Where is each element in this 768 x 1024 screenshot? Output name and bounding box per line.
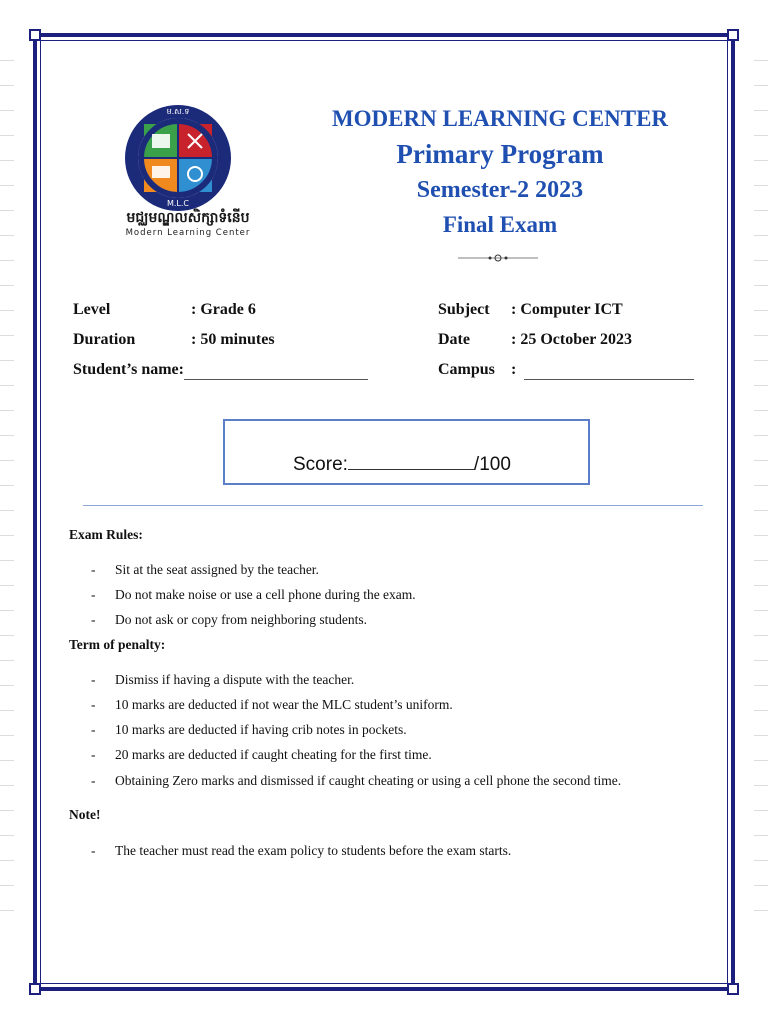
subject-value: : Computer ICT: [511, 301, 623, 318]
student-name-row: [73, 360, 368, 380]
score-box: [223, 419, 590, 485]
school-logo: [118, 104, 258, 244]
program-title: Primary Program: [396, 139, 604, 169]
mlc-emblem-icon: [124, 104, 232, 212]
svg-text:ម.ស.ទ: ម.ស.ទ: [166, 107, 190, 116]
campus-label: Campus: [438, 361, 495, 378]
student-name-field[interactable]: [184, 361, 368, 380]
level-label: Level: [73, 301, 111, 318]
logo-english-name: Modern Learning Center: [125, 228, 251, 238]
right-margin-rules: [754, 60, 768, 960]
left-margin-rules: [0, 60, 14, 960]
duration-value: : 50 minutes: [191, 331, 275, 348]
score-label: Score:: [293, 454, 348, 475]
svg-text:M.L.C: M.L.C: [166, 199, 190, 208]
student-name-label: Student’s name:: [73, 361, 184, 378]
duration-row: [73, 330, 275, 350]
score-max: /100: [473, 454, 511, 475]
corner-ornament: [29, 983, 41, 995]
date-value: : 25 October 2023: [511, 331, 633, 348]
subject-label: Subject: [438, 301, 490, 318]
date-row: [438, 330, 632, 350]
corner-ornament: [29, 29, 41, 41]
score-line: [293, 453, 511, 476]
school-title: MODERN LEARNING CENTER: [331, 106, 669, 131]
duration-label: Duration: [73, 331, 136, 348]
corner-ornament: [727, 983, 739, 995]
section-divider: [83, 505, 703, 506]
logo-khmer-name: មជ្ឈមណ្ឌលសិក្សាទំនើប: [126, 210, 250, 226]
penalty-heading: Term of penalty:: [69, 637, 166, 652]
campus-colon: :: [511, 361, 517, 378]
title-block: [300, 104, 700, 242]
level-row: [73, 300, 256, 320]
semester-title: Semester-2 2023: [416, 177, 584, 203]
subject-row: [438, 300, 623, 320]
campus-row: [438, 360, 694, 380]
level-value: : Grade 6: [191, 301, 256, 318]
score-field[interactable]: [348, 453, 474, 470]
corner-ornament: [727, 29, 739, 41]
note-heading: Note!: [69, 807, 101, 822]
campus-field[interactable]: [524, 361, 694, 380]
divider-ornament-icon: [458, 252, 538, 264]
exam-title: Final Exam: [442, 212, 558, 237]
exam-rules-heading: Exam Rules:: [69, 527, 143, 542]
date-label: Date: [438, 331, 470, 348]
